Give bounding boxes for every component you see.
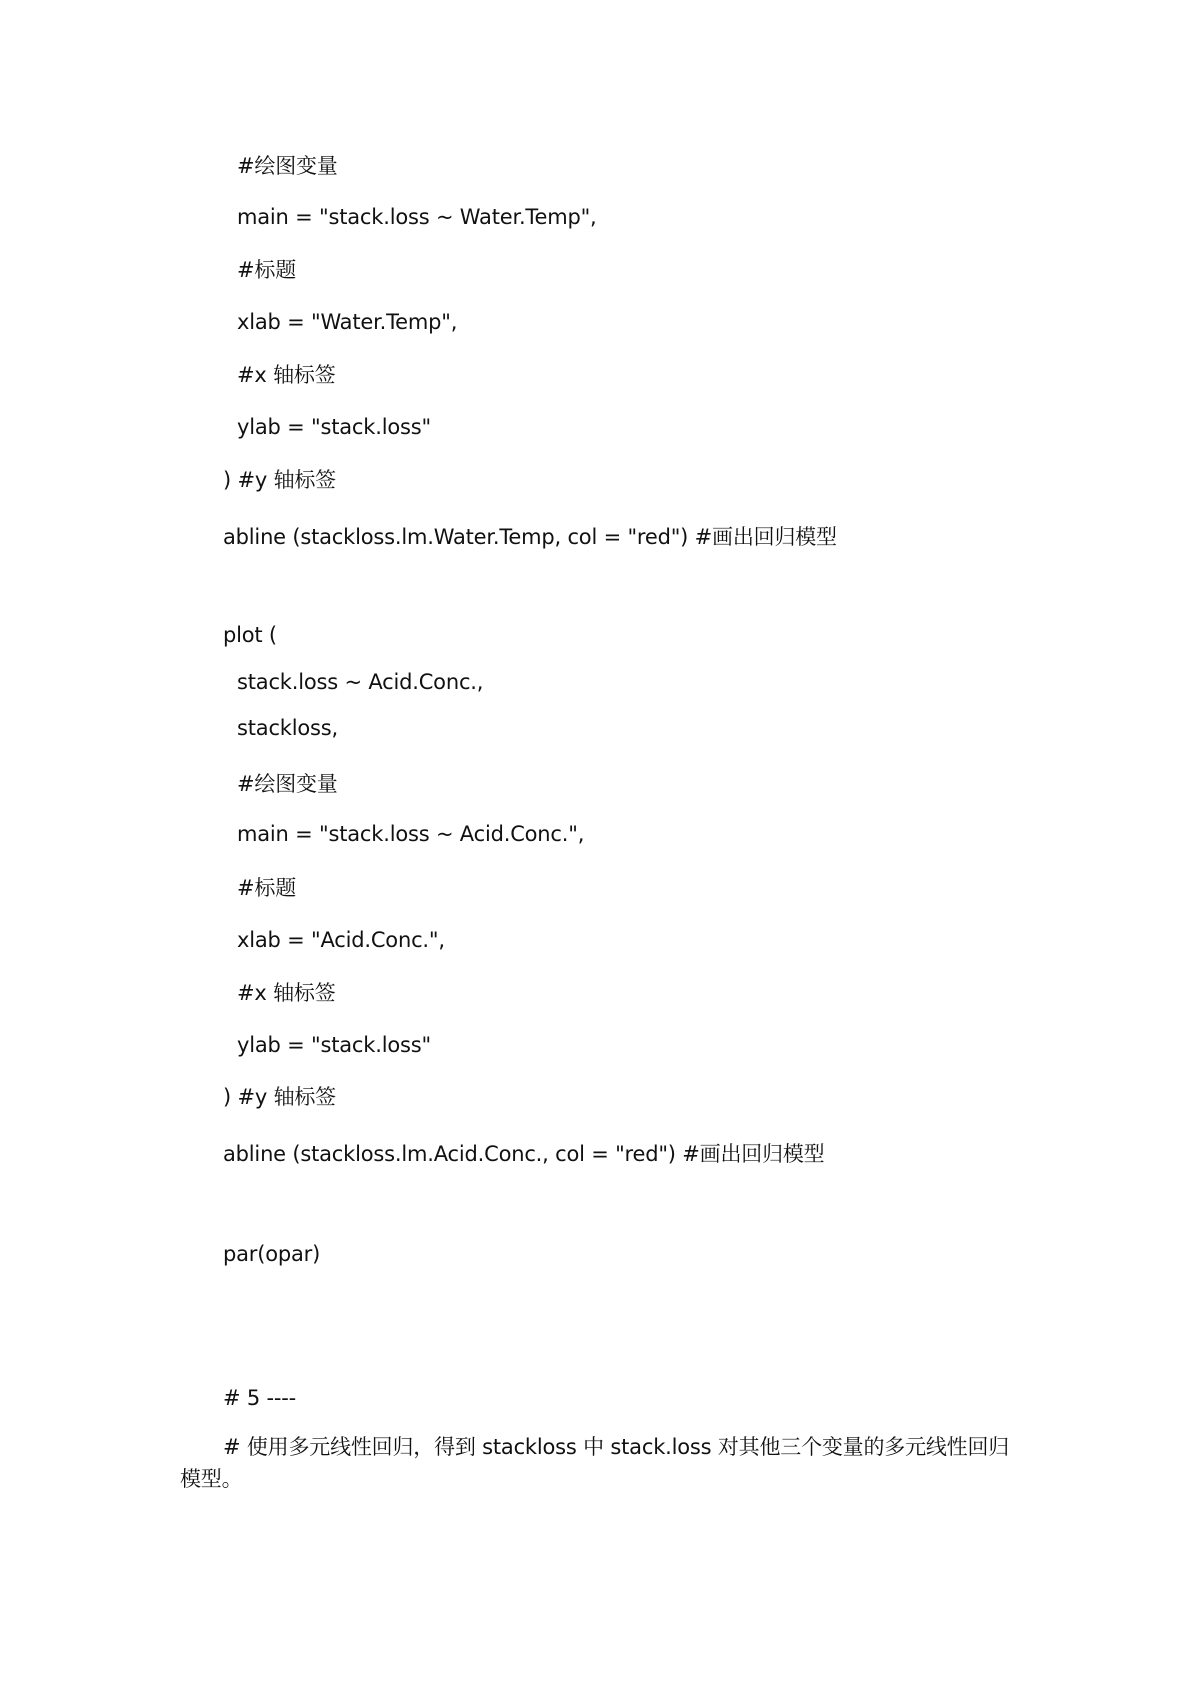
code-line: main = "stack.loss ~ Water.Temp",: [237, 205, 597, 229]
code-line: abline (stackloss.lm.Acid.Conc., col = "red") #画出回归模型: [223, 1142, 825, 1166]
code-line: stack.loss ~ Acid.Conc.,: [237, 670, 484, 694]
code-line: # 5 ----: [223, 1386, 297, 1410]
code-line: #绘图变量: [237, 154, 338, 178]
code-line: abline (stackloss.lm.Water.Temp, col = "red") #画出回归模型: [223, 525, 837, 549]
code-line: #标题: [237, 258, 296, 282]
code-line: plot (: [223, 623, 277, 647]
comment-paragraph: # 使用多元线性回归，得到 stackloss 中 stack.loss 对其他三个变量的多元线性回归模型。: [180, 1435, 1010, 1491]
code-line: ) #y 轴标签: [223, 1085, 336, 1109]
code-line: #x 轴标签: [237, 363, 336, 387]
code-line: #x 轴标签: [237, 981, 336, 1005]
code-line: #绘图变量: [237, 772, 338, 796]
code-line: ylab = "stack.loss": [237, 1033, 431, 1057]
code-line: #标题: [237, 876, 296, 900]
code-line: stackloss,: [237, 716, 338, 740]
code-line: xlab = "Acid.Conc.",: [237, 928, 445, 952]
code-line: main = "stack.loss ~ Acid.Conc.",: [237, 822, 585, 846]
code-line: xlab = "Water.Temp",: [237, 310, 458, 334]
code-line: ylab = "stack.loss": [237, 415, 431, 439]
code-line: ) #y 轴标签: [223, 468, 336, 492]
code-line: par(opar): [223, 1242, 321, 1266]
